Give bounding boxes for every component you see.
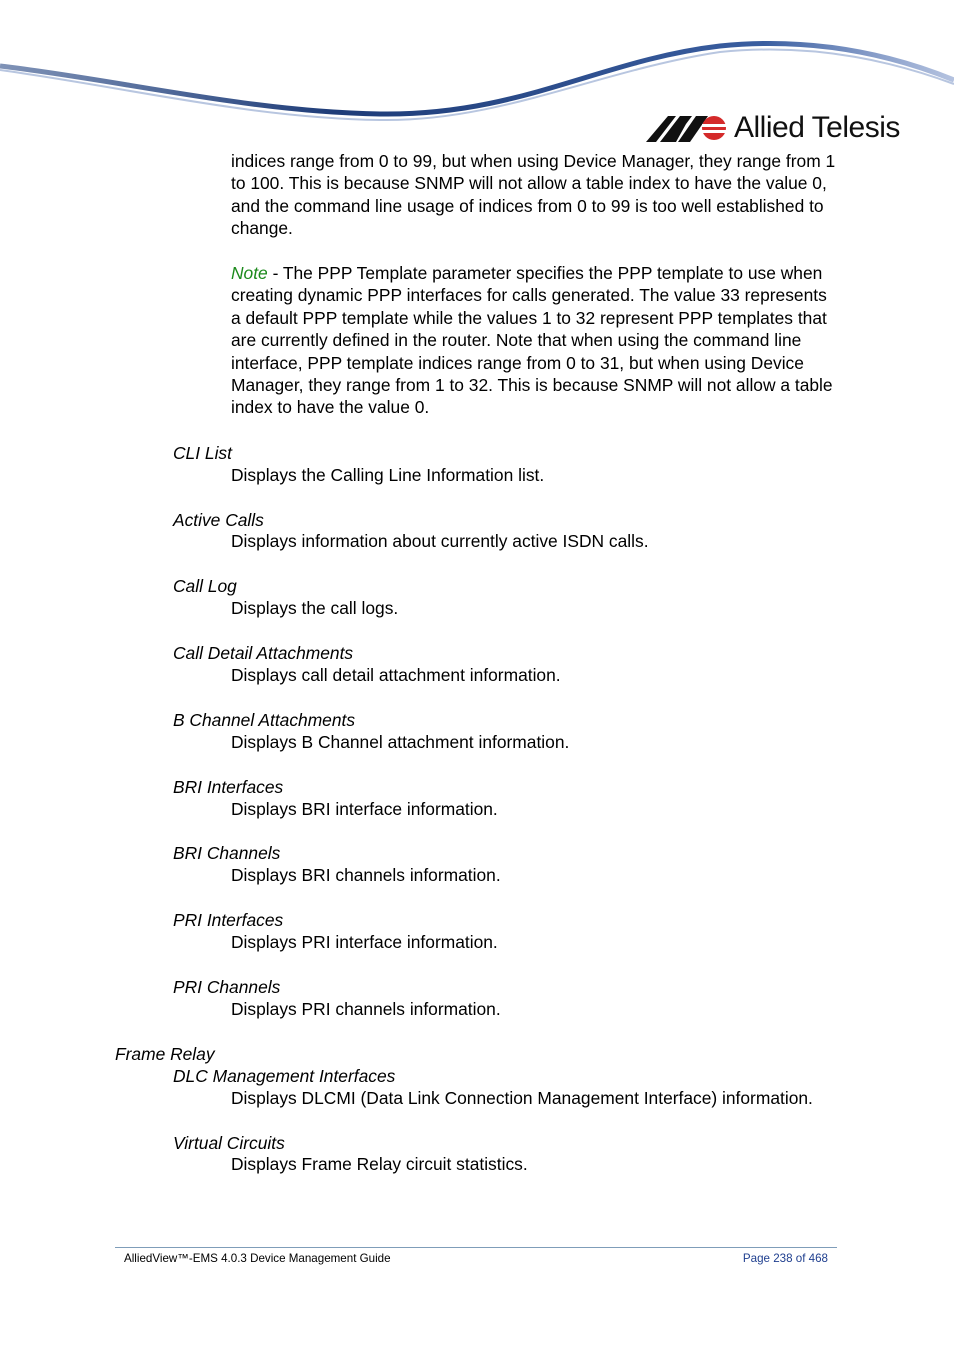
allied-telesis-logo-mark-icon	[646, 112, 728, 144]
item-desc: Displays PRI interface information.	[231, 932, 498, 952]
item-desc: Displays PRI channels information.	[231, 999, 501, 1019]
intro-paragraph: indices range from 0 to 99, but when using Device Manager, they range from 1 to 100. This is because SNMP will not allow a table index to have the value 0, and the command line usage of indices from 0 to 99 is too well established to change.	[231, 151, 836, 239]
item-desc: Displays DLCMI (Data Link Connection Management Interface) information.	[231, 1088, 813, 1108]
item-heading: Call Detail Attachments	[173, 643, 354, 663]
section-heading-frame-relay: Frame Relay	[115, 1044, 215, 1064]
item-heading: Virtual Circuits	[173, 1133, 285, 1153]
item-desc: Displays BRI channels information.	[231, 865, 501, 885]
item-heading: B Channel Attachments	[173, 710, 356, 730]
item-heading: PRI Interfaces	[173, 910, 284, 930]
footer-divider	[115, 1247, 837, 1248]
item-desc: Displays B Channel attachment information.	[231, 732, 570, 752]
item-desc: Displays the Calling Line Information list.	[231, 465, 545, 485]
item-heading: Active Calls	[173, 510, 264, 530]
note-label: Note	[231, 263, 268, 283]
item-heading: BRI Interfaces	[173, 777, 284, 797]
item-heading: PRI Channels	[173, 977, 281, 997]
item-desc: Displays Frame Relay circuit statistics.	[231, 1154, 528, 1174]
item-heading: Call Log	[173, 576, 237, 596]
item-desc: Displays BRI interface information.	[231, 799, 498, 819]
footer-doc-title: AlliedView™-EMS 4.0.3 Device Management Guide	[124, 1252, 391, 1265]
allied-telesis-logo	[646, 108, 906, 148]
note-text: - The PPP Template parameter specifies the PPP template to use when creating dynamic PPP interfaces for calls generated. The value 33 represents a default PPP template while the values 1 to 32 represent PPP templates that are currently defined in the router. Note that when using the command line interface, PPP template indices range from 0 to 31, but when using Device Manager, they range from 1 to 32. This is because SNMP will not allow a table index to have the value 0.	[231, 263, 833, 418]
item-desc: Displays call detail attachment information.	[231, 665, 561, 685]
footer-page-number: Page 238 of 468	[742, 1252, 828, 1265]
brand-name: Allied Telesis	[734, 111, 900, 144]
note-paragraph	[231, 262, 841, 419]
item-heading: CLI List	[173, 443, 232, 463]
item-desc: Displays the call logs.	[231, 598, 399, 618]
item-heading: DLC Management Interfaces	[173, 1066, 396, 1086]
item-heading: BRI Channels	[173, 843, 281, 863]
item-desc: Displays information about currently active ISDN calls.	[231, 531, 649, 551]
